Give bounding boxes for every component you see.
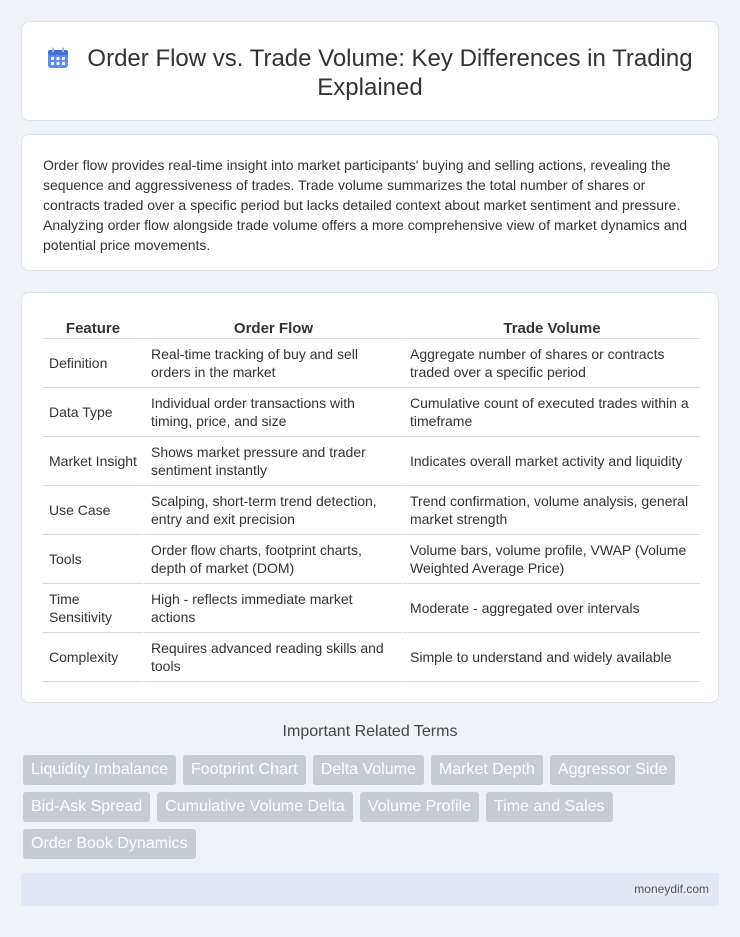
order-flow-cell: Requires advanced reading skills and tools [143,633,402,682]
trade-volume-cell: Aggregate number of shares or contracts traded over a specific period [402,339,700,388]
feature-cell: Market Insight [43,437,143,486]
table-row [43,388,700,437]
tag-bid-ask-spread[interactable]: Bid-Ask Spread [23,792,150,822]
related-terms-list [23,755,713,859]
tag-time-and-sales[interactable]: Time and Sales [486,792,613,822]
trade-volume-cell: Trend confirmation, volume analysis, general market strength [402,486,700,535]
footer-site[interactable]: moneydif.com [634,882,709,896]
order-flow-cell: Shows market pressure and trader sentiment instantly [143,437,402,486]
tag-liquidity-imbalance[interactable]: Liquidity Imbalance [23,755,176,785]
tag-cumulative-volume-delta[interactable]: Cumulative Volume Delta [157,792,353,822]
table-row [43,339,700,388]
trade-volume-cell: Volume bars, volume profile, VWAP (Volume Weighted Average Price) [402,535,700,584]
order-flow-cell: Scalping, short-term trend detection, entry and exit precision [143,486,402,535]
intro-card [21,134,719,271]
order-flow-cell: Individual order transactions with timing, price, and size [143,388,402,437]
header-order-flow: Order Flow [143,315,402,339]
feature-cell: Use Case [43,486,143,535]
order-flow-cell: Real-time tracking of buy and sell orders in the market [143,339,402,388]
intro-paragraph: Order flow provides real-time insight into market participants' buying and selling actions, revealing the sequence and aggressiveness of trades. Trade volume summarizes the total number of shares or contracts traded over a specific period but lacks detailed context about market sentiment and pressure. Analyzing order flow alongside trade volume offers a more comprehensive view of market dynamics and potential price movements. [43,157,688,253]
comparison-card [21,292,719,703]
tag-order-book-dynamics[interactable]: Order Book Dynamics [23,829,196,859]
table-row [43,633,700,682]
tag-footprint-chart[interactable]: Footprint Chart [183,755,306,785]
order-flow-cell: Order flow charts, footprint charts, depth of market (DOM) [143,535,402,584]
page-title: Order Flow vs. Trade Volume: Key Differences in Trading Explained [87,45,693,101]
header-feature: Feature [43,315,143,339]
footer-bar [21,873,719,906]
tag-volume-profile[interactable]: Volume Profile [360,792,479,822]
feature-cell: Time Sensitivity [43,584,143,633]
tag-market-depth[interactable]: Market Depth [431,755,543,785]
page-title-wrap [22,44,718,102]
tag-delta-volume[interactable]: Delta Volume [313,755,424,785]
trade-volume-cell: Cumulative count of executed trades within a timeframe [402,388,700,437]
table-row [43,584,700,633]
feature-cell: Complexity [43,633,143,682]
feature-cell: Data Type [43,388,143,437]
table-row [43,486,700,535]
trade-volume-cell: Indicates overall market activity and liquidity [402,437,700,486]
calendar-icon [47,47,69,69]
table-row [43,535,700,584]
table-header-row [43,315,700,339]
table-row [43,437,700,486]
feature-cell: Tools [43,535,143,584]
header-trade-volume: Trade Volume [402,315,700,339]
feature-cell: Definition [43,339,143,388]
related-terms-title: Important Related Terms [282,723,458,740]
comparison-table [43,315,700,682]
header-card [21,21,719,121]
trade-volume-cell: Simple to understand and widely available [402,633,700,682]
order-flow-cell: High - reflects immediate market actions [143,584,402,633]
trade-volume-cell: Moderate - aggregated over intervals [402,584,700,633]
tag-aggressor-side[interactable]: Aggressor Side [550,755,675,785]
